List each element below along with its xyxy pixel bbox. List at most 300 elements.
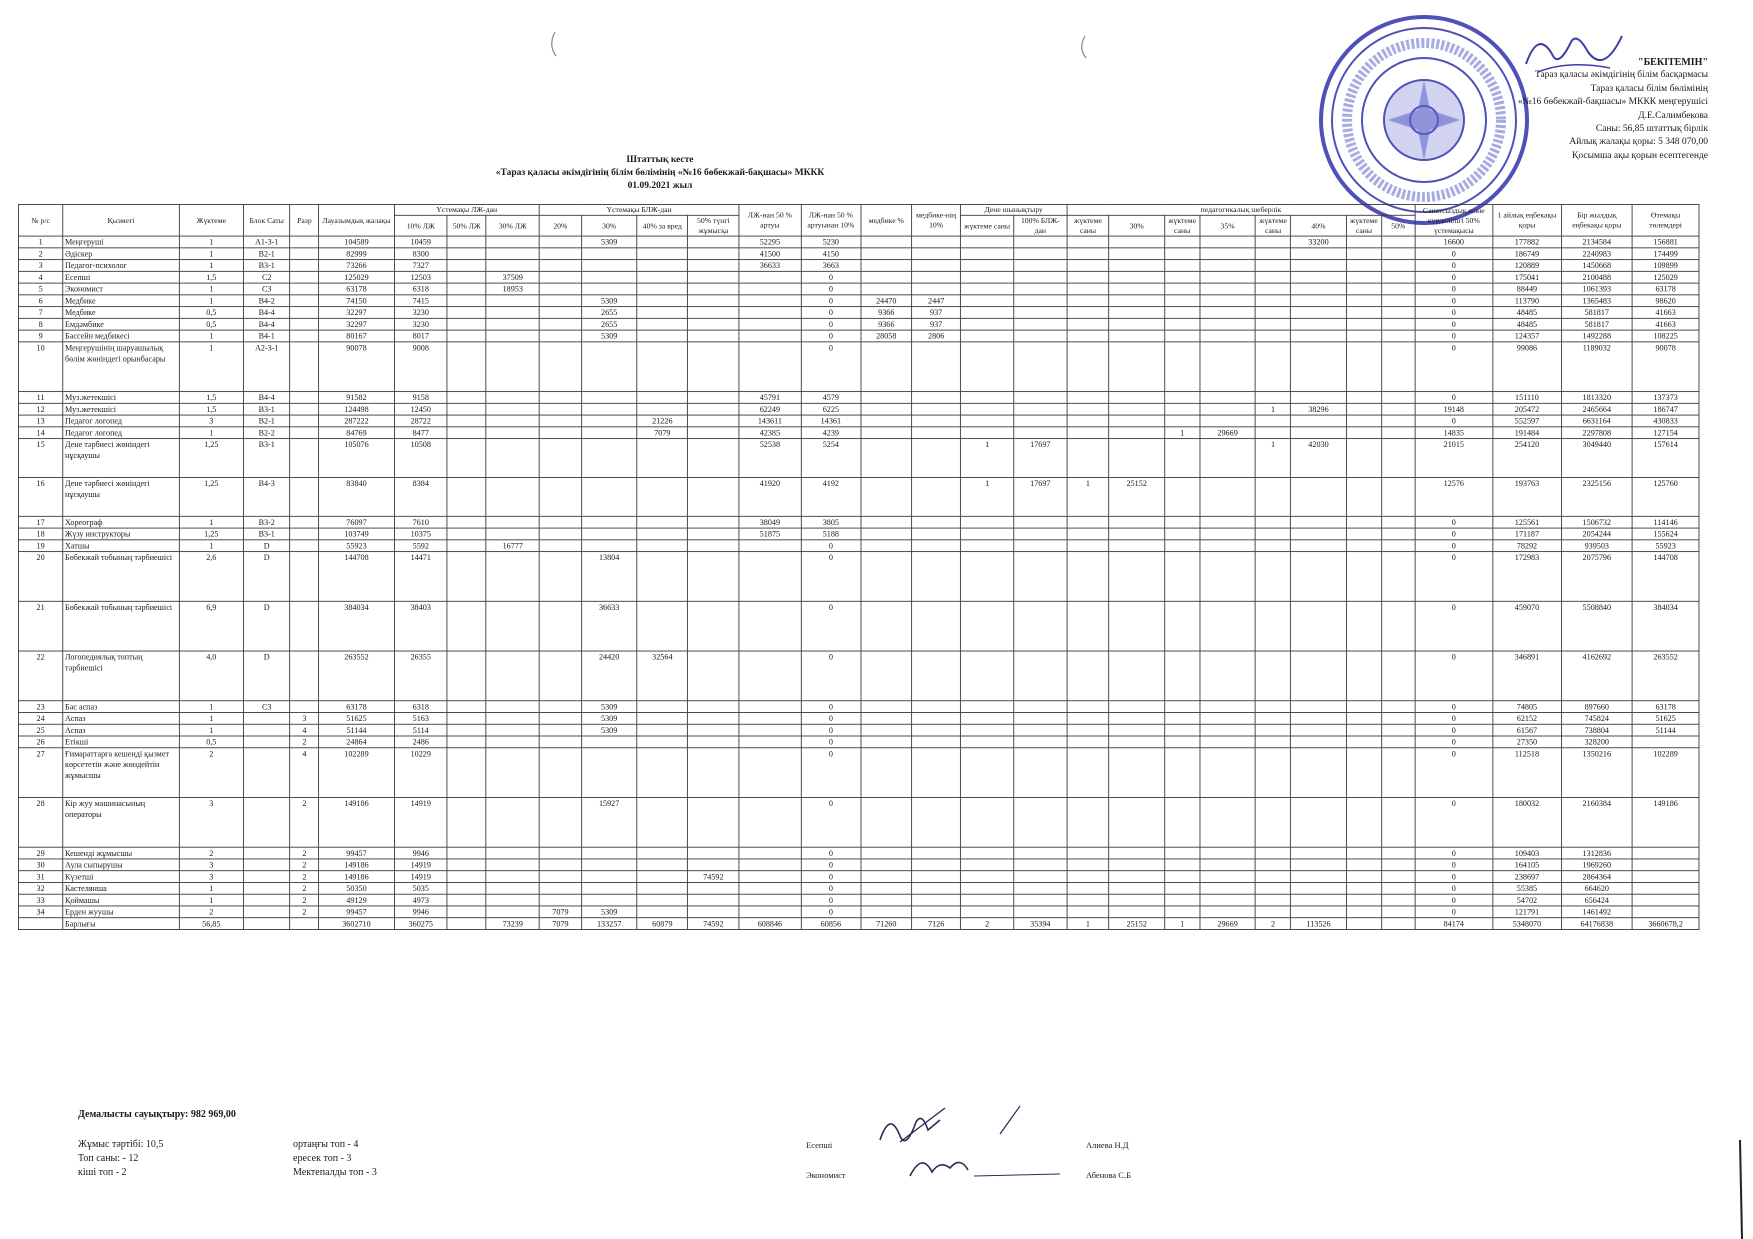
approval-block	[1418, 56, 1708, 163]
table-cell: 24420	[581, 651, 636, 701]
table-cell	[688, 415, 739, 427]
table-cell: 346891	[1493, 651, 1562, 701]
table-cell	[1291, 701, 1346, 713]
table-cell	[637, 439, 688, 478]
table-cell: 0	[801, 894, 861, 906]
table-cell	[1014, 882, 1067, 894]
table-cell: 9	[18, 330, 62, 342]
table-cell: Муз.жетекшісі	[63, 392, 179, 404]
table-cell: 1189032	[1561, 342, 1632, 392]
table-cell	[290, 918, 319, 930]
table-cell	[581, 894, 636, 906]
table-cell: 125561	[1493, 516, 1562, 528]
table-cell	[1109, 283, 1164, 295]
table-cell: 24864	[319, 736, 394, 748]
table-cell	[447, 713, 486, 725]
table-cell	[1109, 882, 1164, 894]
table-cell	[1200, 601, 1255, 651]
table-cell: 24	[18, 713, 62, 725]
table-cell	[1109, 236, 1164, 248]
table-cell: 36633	[581, 601, 636, 651]
table-cell: 0	[801, 713, 861, 725]
table-cell	[912, 601, 961, 651]
table-cell: 2	[179, 906, 243, 918]
total-row	[18, 918, 1699, 930]
table-cell	[1164, 713, 1199, 725]
table-cell: 2	[290, 859, 319, 871]
table-cell: 55923	[319, 540, 394, 552]
table-cell: Логопедиялық топтың тәрбиешісі	[63, 651, 179, 701]
table-cell: 3602710	[319, 918, 394, 930]
table-cell	[1346, 871, 1381, 883]
table-cell: 73239	[486, 918, 539, 930]
table-cell: 11	[18, 392, 62, 404]
table-cell	[1109, 713, 1164, 725]
table-cell: 55923	[1632, 540, 1699, 552]
table-cell	[290, 271, 319, 283]
table-cell: В4-1	[243, 330, 290, 342]
table-cell	[1200, 271, 1255, 283]
table-cell	[486, 701, 539, 713]
table-cell: 186749	[1493, 248, 1562, 260]
table-cell	[1382, 871, 1415, 883]
table-cell	[1291, 736, 1346, 748]
table-cell: 0	[1415, 894, 1493, 906]
document-title	[380, 154, 940, 192]
table-cell: 12	[18, 403, 62, 415]
table-cell	[912, 248, 961, 260]
table-cell: 3	[179, 797, 243, 847]
table-cell	[1200, 894, 1255, 906]
table-cell	[1346, 248, 1381, 260]
table-cell: 24470	[861, 295, 912, 307]
table-cell: 36633	[739, 260, 801, 272]
table-cell	[1067, 859, 1109, 871]
table-cell	[637, 295, 688, 307]
table-cell: 4239	[801, 427, 861, 439]
table-cell: 2	[290, 847, 319, 859]
table-cell	[539, 477, 581, 516]
table-cell: 63178	[319, 701, 394, 713]
table-cell: 10508	[394, 439, 447, 478]
table-cell	[637, 701, 688, 713]
table-cell	[1255, 271, 1290, 283]
table-cell: 3660678,2	[1632, 918, 1699, 930]
table-cell	[1164, 439, 1199, 478]
table-cell: 2	[290, 871, 319, 883]
table-cell: 98620	[1632, 295, 1699, 307]
table-cell	[243, 748, 290, 798]
table-cell	[1255, 713, 1290, 725]
approval-line: Айлық жалақы қоры: 5 348 070,00	[1569, 137, 1708, 148]
table-cell	[1346, 724, 1381, 736]
table-cell: Экономист	[63, 283, 179, 295]
table-cell	[1346, 859, 1381, 871]
col-vac: Өтемақы төлемдері	[1632, 204, 1699, 236]
table-cell: 2	[961, 918, 1014, 930]
table-cell: 0	[801, 871, 861, 883]
col-p4: жүктеме саны	[1346, 215, 1381, 236]
table-cell: 52538	[739, 439, 801, 478]
table-cell	[539, 260, 581, 272]
table-cell	[1014, 248, 1067, 260]
table-cell: 1969260	[1561, 859, 1632, 871]
table-cell	[1255, 797, 1290, 847]
table-cell: Аула сыпырушы	[63, 859, 179, 871]
table-cell	[1164, 477, 1199, 516]
table-row	[18, 271, 1699, 283]
table-cell	[1109, 342, 1164, 392]
table-cell	[486, 427, 539, 439]
table-cell	[539, 651, 581, 701]
table-cell: 1	[179, 724, 243, 736]
table-cell: 88449	[1493, 283, 1562, 295]
table-cell: 83840	[319, 477, 394, 516]
table-cell: 7079	[539, 918, 581, 930]
table-cell	[1164, 318, 1199, 330]
table-cell: 1	[1255, 403, 1290, 415]
table-cell: 157614	[1632, 439, 1699, 478]
table-cell	[1014, 307, 1067, 319]
table-cell	[1067, 307, 1109, 319]
table-cell: 177882	[1493, 236, 1562, 248]
table-cell	[1200, 330, 1255, 342]
col-p1: жүктеме саны	[1067, 215, 1109, 236]
table-cell: 0,5	[179, 307, 243, 319]
table-cell: 137373	[1632, 392, 1699, 404]
table-cell	[1382, 918, 1415, 930]
table-cell	[912, 260, 961, 272]
table-cell	[1200, 392, 1255, 404]
table-cell: Медбике	[63, 307, 179, 319]
table-cell: 21015	[1415, 439, 1493, 478]
table-cell: 5309	[581, 236, 636, 248]
table-cell	[1346, 307, 1381, 319]
table-cell	[1109, 540, 1164, 552]
table-cell	[1067, 295, 1109, 307]
table-cell: 5230	[801, 236, 861, 248]
table-cell	[1200, 342, 1255, 392]
table-cell	[1346, 260, 1381, 272]
table-cell	[1382, 882, 1415, 894]
table-row	[18, 871, 1699, 883]
table-cell	[961, 236, 1014, 248]
table-cell: 2864364	[1561, 871, 1632, 883]
table-cell: 1	[179, 342, 243, 392]
table-cell: 0	[801, 342, 861, 392]
table-cell	[688, 882, 739, 894]
table-head	[18, 204, 1699, 236]
table-cell	[1382, 415, 1415, 427]
table-cell	[1255, 295, 1290, 307]
table-cell	[1014, 330, 1067, 342]
table-cell	[861, 847, 912, 859]
table-cell	[1164, 516, 1199, 528]
table-cell: 33200	[1291, 236, 1346, 248]
table-cell	[581, 248, 636, 260]
table-cell	[1200, 260, 1255, 272]
table-cell	[1014, 906, 1067, 918]
table-cell: 52295	[739, 236, 801, 248]
table-cell	[739, 342, 801, 392]
col-p50: 50%	[1382, 215, 1415, 236]
table-cell	[1382, 797, 1415, 847]
table-cell: 48485	[1493, 318, 1562, 330]
table-cell	[861, 894, 912, 906]
table-cell: 149186	[319, 859, 394, 871]
table-cell	[243, 847, 290, 859]
table-cell	[637, 403, 688, 415]
table-cell	[1382, 392, 1415, 404]
table-cell	[739, 330, 801, 342]
table-cell: 0	[801, 601, 861, 651]
table-cell: 937	[912, 318, 961, 330]
table-cell: 1	[961, 477, 1014, 516]
table-cell	[1291, 477, 1346, 516]
table-cell	[1067, 748, 1109, 798]
table-cell	[1014, 260, 1067, 272]
table-cell	[539, 797, 581, 847]
table-cell: 738804	[1561, 724, 1632, 736]
table-cell	[1200, 906, 1255, 918]
table-cell	[1014, 724, 1067, 736]
table-cell: 14361	[801, 415, 861, 427]
table-cell	[486, 528, 539, 540]
table-cell: 0	[1415, 713, 1493, 725]
table-cell: 4	[290, 724, 319, 736]
table-cell: 1	[179, 260, 243, 272]
table-cell	[447, 439, 486, 478]
middle-group: ортаңғы топ - 4	[293, 1139, 359, 1150]
table-cell	[486, 516, 539, 528]
table-cell	[1382, 748, 1415, 798]
table-cell	[1067, 871, 1109, 883]
table-cell	[1200, 859, 1255, 871]
table-cell	[1200, 847, 1255, 859]
table-cell: 125029	[1632, 271, 1699, 283]
table-cell	[1067, 415, 1109, 427]
table-cell	[961, 552, 1014, 602]
table-cell	[1164, 906, 1199, 918]
table-cell	[1382, 330, 1415, 342]
table-cell	[486, 724, 539, 736]
table-cell: 7610	[394, 516, 447, 528]
table-cell: 0	[1415, 540, 1493, 552]
table-cell	[447, 342, 486, 392]
table-cell: 3049440	[1561, 439, 1632, 478]
table-cell: 51144	[319, 724, 394, 736]
table-cell	[1291, 847, 1346, 859]
col-p40: 40%	[1291, 215, 1346, 236]
table-cell	[1164, 540, 1199, 552]
table-cell: 33	[18, 894, 62, 906]
table-cell	[290, 236, 319, 248]
table-cell	[539, 882, 581, 894]
table-cell	[447, 797, 486, 847]
table-cell: 90078	[1632, 342, 1699, 392]
table-cell	[688, 342, 739, 392]
table-cell	[637, 307, 688, 319]
table-cell: 1	[1067, 918, 1109, 930]
table-cell	[1067, 540, 1109, 552]
table-cell	[1164, 307, 1199, 319]
table-cell	[581, 736, 636, 748]
table-cell	[290, 601, 319, 651]
table-cell	[1291, 871, 1346, 883]
table-cell: 0	[1415, 318, 1493, 330]
table-cell	[1255, 330, 1290, 342]
table-cell	[1109, 651, 1164, 701]
table-cell: 14835	[1415, 427, 1493, 439]
table-cell: 102289	[1632, 748, 1699, 798]
table-cell	[1109, 330, 1164, 342]
table-cell	[861, 701, 912, 713]
table-cell	[447, 415, 486, 427]
table-cell	[486, 342, 539, 392]
table-cell	[1200, 295, 1255, 307]
table-cell	[581, 271, 636, 283]
table-cell: 156881	[1632, 236, 1699, 248]
table-cell: 42385	[739, 427, 801, 439]
table-cell	[637, 736, 688, 748]
table-cell: 103749	[319, 528, 394, 540]
table-row	[18, 248, 1699, 260]
table-cell: 0	[801, 701, 861, 713]
table-cell	[581, 540, 636, 552]
table-cell: 360275	[394, 918, 447, 930]
table-cell: 73266	[319, 260, 394, 272]
table-cell	[447, 427, 486, 439]
table-cell: 6318	[394, 283, 447, 295]
table-cell: 1	[179, 882, 243, 894]
table-cell	[688, 724, 739, 736]
table-cell: 2160384	[1561, 797, 1632, 847]
table-cell: 5309	[581, 724, 636, 736]
table-cell: 9158	[394, 392, 447, 404]
table-cell: 74805	[1493, 701, 1562, 713]
table-cell	[1346, 601, 1381, 651]
table-cell: 149186	[319, 871, 394, 883]
table-cell	[1200, 797, 1255, 847]
table-cell	[447, 906, 486, 918]
table-cell	[447, 528, 486, 540]
table-cell	[1291, 540, 1346, 552]
table-row	[18, 236, 1699, 248]
table-cell	[290, 283, 319, 295]
approval-title: "БЕКІТЕМІН"	[1638, 57, 1708, 68]
table-cell: 21	[18, 601, 62, 651]
table-cell: 0	[801, 295, 861, 307]
table-cell	[1382, 439, 1415, 478]
table-cell: Етікші	[63, 736, 179, 748]
table-cell: 897660	[1561, 701, 1632, 713]
table-cell	[539, 439, 581, 478]
table-cell	[861, 724, 912, 736]
table-cell: 193763	[1493, 477, 1562, 516]
table-row	[18, 528, 1699, 540]
table-cell: 1	[179, 248, 243, 260]
table-cell	[1632, 871, 1699, 883]
table-cell	[688, 283, 739, 295]
table-cell	[1346, 918, 1381, 930]
table-cell	[861, 439, 912, 478]
table-cell: 2	[1255, 918, 1290, 930]
table-cell: 8477	[394, 427, 447, 439]
table-cell	[861, 392, 912, 404]
table-cell	[739, 307, 801, 319]
table-cell: 82999	[319, 248, 394, 260]
table-cell	[1164, 701, 1199, 713]
table-cell: 99457	[319, 906, 394, 918]
table-cell: 172983	[1493, 552, 1562, 602]
table-cell: Медбике	[63, 295, 179, 307]
table-cell	[1067, 601, 1109, 651]
table-cell	[861, 601, 912, 651]
table-cell	[447, 859, 486, 871]
table-cell: 51625	[1632, 713, 1699, 725]
table-cell: 21226	[637, 415, 688, 427]
approval-line: Қосымша ақы қорын есептегенде	[1572, 150, 1708, 161]
table-cell: 38403	[394, 601, 447, 651]
table-cell	[486, 330, 539, 342]
table-cell: 1	[1255, 439, 1290, 478]
table-cell	[688, 477, 739, 516]
table-cell	[1014, 392, 1067, 404]
table-cell	[912, 342, 961, 392]
table-cell: 0	[1415, 906, 1493, 918]
table-cell: 155624	[1632, 528, 1699, 540]
table-cell	[1164, 724, 1199, 736]
table-cell	[447, 392, 486, 404]
table-cell	[1067, 894, 1109, 906]
table-cell	[1382, 516, 1415, 528]
table-cell: Педагог логопед	[63, 415, 179, 427]
table-cell: 63178	[1632, 701, 1699, 713]
table-cell	[1291, 342, 1346, 392]
col-block: Блок Саты	[243, 204, 290, 236]
table-row	[18, 651, 1699, 701]
table-cell	[912, 427, 961, 439]
table-cell	[688, 651, 739, 701]
table-cell: 2655	[581, 318, 636, 330]
table-cell	[961, 847, 1014, 859]
table-cell	[1067, 797, 1109, 847]
table-cell: 0,5	[179, 736, 243, 748]
table-cell	[539, 871, 581, 883]
table-cell	[581, 882, 636, 894]
table-cell	[1255, 906, 1290, 918]
table-cell: 91582	[319, 392, 394, 404]
table-cell	[1067, 342, 1109, 392]
table-cell	[1014, 295, 1067, 307]
table-cell: 4192	[801, 477, 861, 516]
title-date: 01.09.2021 жыл	[627, 180, 693, 191]
table-cell	[1291, 283, 1346, 295]
col-b30: 30%	[581, 215, 636, 236]
table-cell: Барлығы	[63, 918, 179, 930]
table-cell: 14471	[394, 552, 447, 602]
table-cell: 62152	[1493, 713, 1562, 725]
table-cell: 2134584	[1561, 236, 1632, 248]
table-cell: 5592	[394, 540, 447, 552]
table-cell	[486, 906, 539, 918]
col-l30: 30% ЛЖ	[486, 215, 539, 236]
table-cell: 32297	[319, 318, 394, 330]
table-cell	[1164, 601, 1199, 651]
approval-line: «№16 бөбекжай-бақшасы» МККК меңгерушісі	[1517, 97, 1708, 108]
table-cell: Қоймашы	[63, 894, 179, 906]
table-row	[18, 439, 1699, 478]
